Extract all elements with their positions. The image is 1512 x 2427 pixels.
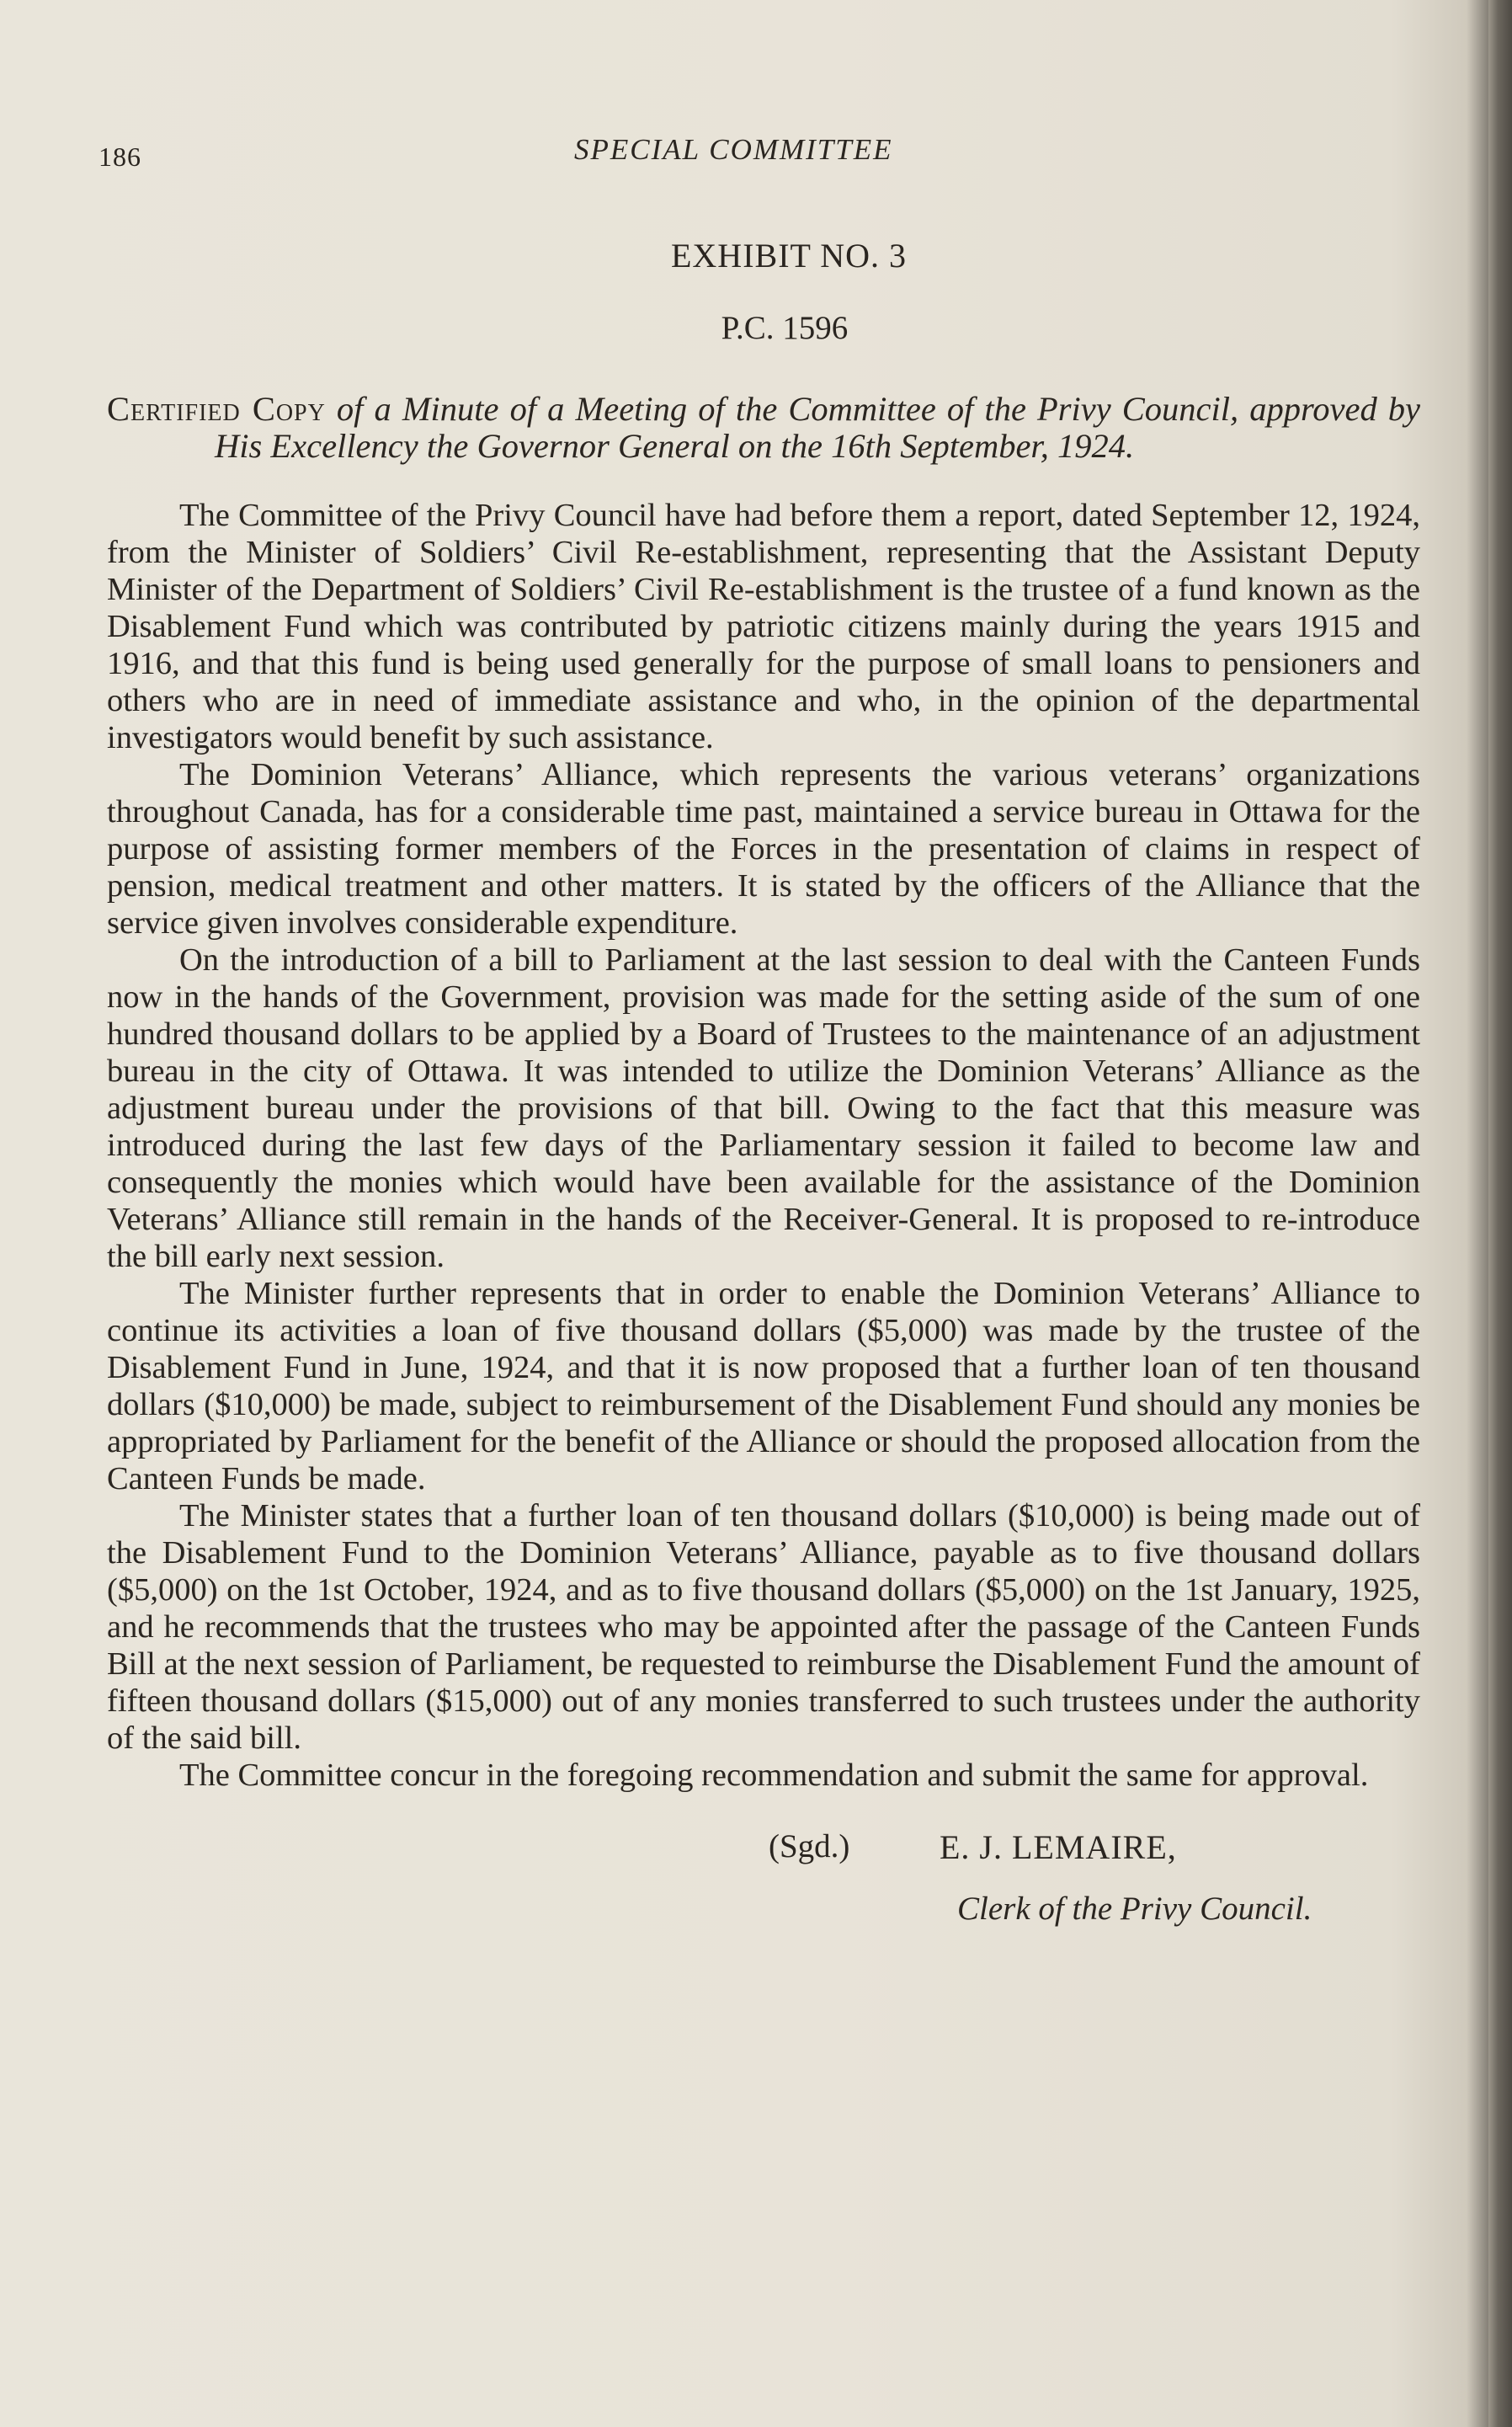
- certified-copy-heading: [107, 391, 1420, 465]
- paragraph-alliance: The Dominion Veterans’ Alliance, which represents the various veterans’ organizations throughout Canada, has for a considerable time past, maintained a service bureau in Ottawa for the purpose of assisting former members of the Forces in the presentation of claims in respect of pension, medical treatment and other matters. It is stated by the officers of the Alliance that the service given involves considerable expenditure.: [107, 757, 1420, 941]
- page-number: 186: [98, 141, 141, 172]
- paragraph-first-loan: The Minister further represents that in order to enable the Dominion Veterans’ Alliance to continue its activities a loan of five thousand dollars ($5,000) was made by the trustee of the Disablement Fund in June, 1924, and that it is now proposed that a further loan of ten thousand dollars ($10,000) be made, subject to reimbursement of the Disablement Fund should any monies be appropriated by Parliament for the benefit of the Alliance or should the proposed allocation from the Canteen Funds be made.: [107, 1276, 1420, 1496]
- certified-copy-description: of a Minute of a Meeting of the Committee of the Privy Council, approved by His Excellency the Governor General on the 16th September, 1924.: [215, 390, 1420, 465]
- exhibit-title: EXHIBIT NO. 3: [670, 237, 907, 275]
- page-content: [98, 126, 1420, 1937]
- signer-name: E. J. LEMAIRE,: [940, 1828, 1177, 1866]
- page-header: [98, 126, 1420, 177]
- book-spine-shadow: [1488, 0, 1512, 2427]
- paragraph-approval: The Committee concur in the foregoing recommendation and submit the same for approval.: [179, 1758, 1369, 1793]
- order-in-council-number: P.C. 1596: [721, 310, 849, 346]
- certified-copy-lead: Certified Copy: [107, 390, 326, 428]
- paragraph-canteen-funds: On the introduction of a bill to Parliament at the last session to deal with the Canteen Funds now in the hands of the Government, provision was made for the setting aside of the sum of one hundred thousand dollars to be applied by a Board of Trustees to the maintenance of an adjustment bureau in the city of Ottawa. It was intended to utilize the Dominion Veterans’ Alliance as the adjustment bureau under the provisions of that bill. Owing to the fact that this measure was introduced during the last few days of the Parliamentary session it failed to become law and consequently the monies which would have been available for the assistance of the Dominion Veterans’ Alliance still remain in the hands of the Receiver-General. It is proposed to re-introduce the bill early next session.: [107, 942, 1420, 1274]
- body-text: [107, 497, 1420, 1794]
- paragraph-report: The Committee of the Privy Council have had before them a report, dated September 12, 1924, from the Minister of Soldiers’ Civil Re-establishment, representing that the Assistant Deputy Minister of the Department of Soldiers’ Civil Re-establishment is the trustee of a fund known as the Disablement Fund which was contributed by patriotic citizens mainly during the years 1915 and 1916, and that this fund is being used generally for the purpose of small loans to pensioners and others who are in need of immediate assistance and who, in the opinion of the departmental investigators would benefit by such assistance.: [107, 498, 1420, 755]
- paragraph-further-loan: The Minister states that a further loan of ten thousand dollars ($10,000) is being made out of the Disablement Fund to the Dominion Veterans’ Alliance, payable as to five thousand dollars ($5,000) on the 1st October, 1924, and as to five thousand dollars ($5,000) on the 1st January, 1925, and he recommends that the trustees who may be appointed after the passage of the Canteen Funds Bill at the next session of Parliament, be requested to reimburse the Disablement Fund the amount of fifteen thousand dollars ($15,000) out of any monies transferred to such trustees under the authority of the said bill.: [107, 1498, 1420, 1756]
- signer-title: Clerk of the Privy Council.: [957, 1891, 1312, 1927]
- signed-marker: (Sgd.): [769, 1828, 850, 1864]
- signature-block: [107, 1827, 1420, 1937]
- running-title: SPECIAL COMMITTEE: [574, 133, 893, 166]
